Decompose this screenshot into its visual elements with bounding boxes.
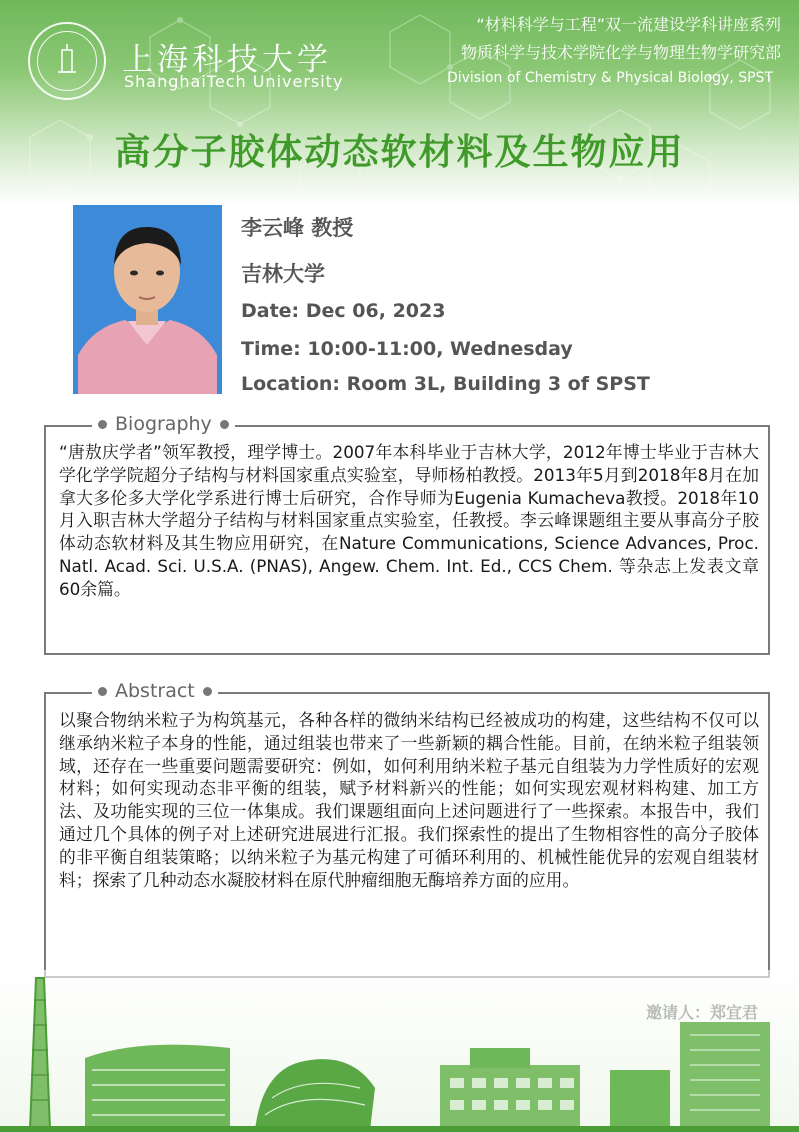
speaker-affiliation: 吉林大学 xyxy=(241,262,325,286)
division-name-cn: 物质科学与技术学院化学与物理生物学研究部 xyxy=(460,43,781,62)
bullet-dot-icon xyxy=(220,420,229,429)
bullet-dot-icon xyxy=(98,687,107,696)
biography-heading xyxy=(92,413,235,435)
speaker-name: 李云峰 教授 xyxy=(241,216,354,240)
lecture-time: Time: 10:00-11:00, Wednesday xyxy=(241,338,573,360)
lecture-date: Date: Dec 06, 2023 xyxy=(241,300,446,322)
division-name-en: Division of Chemistry & Physical Biology, SPST xyxy=(446,70,773,86)
bullet-dot-icon xyxy=(203,687,212,696)
biography-section xyxy=(44,413,770,655)
abstract-heading xyxy=(92,680,218,702)
shanghaitech-seal-icon xyxy=(28,22,106,100)
university-name-cn: 上海科技大学 xyxy=(122,42,332,78)
biography-text: “唐敖庆学者”领军教授，理学博士。2007年本科毕业于吉林大学，2012年博士毕业于吉林大学化学学院超分子结构与材料国家重点实验室，导师杨柏教授。2013年5月到2018年8月在加拿大多伦多大学化学系进行博士后研究，合作导师为Eugenia Kumacheva教授。2018年10月入职吉林大学超分子结构与材料国家重点实验室，任教授。李云峰课题组主要从事高分子胶体动态软材料及其生物应用研究，在Nature Communications, Science Advances, Proc. Natl. Acad. Sci. U.S.A. (PNAS), Angew. Chem. Int. Ed., CCS Chem. 等杂志上发表文章60余篇。 xyxy=(59,442,759,599)
bullet-dot-icon xyxy=(98,420,107,429)
lecture-title: 高分子胶体动态软材料及生物应用 xyxy=(114,132,685,173)
lecture-location: Location: Room 3L, Building 3 of SPST xyxy=(241,373,650,395)
speaker-portrait xyxy=(73,205,222,394)
seal-emblem xyxy=(28,22,106,100)
abstract-label: Abstract xyxy=(115,680,195,702)
campus-skyline-illustration xyxy=(0,970,799,1132)
biography-label: Biography xyxy=(115,413,212,435)
university-name-en: ShanghaiTech University xyxy=(124,72,344,91)
lecture-series-title: “材料科学与工程”双一流建设学科讲座系列 xyxy=(476,15,781,34)
abstract-text: 以聚合物纳米粒子为构筑基元，各种各样的微纳米结构已经被成功的构建，这些结构不仅可以继承纳米粒子本身的性能，通过组装也带来了一些新颖的耦合性能。目前，在纳米粒子组装领域，还存在一些重要问题需要研究：例如，如何利用纳米粒子基元自组装为力学性质好的宏观材料；如何实现动态非平衡的组装，赋予材料新兴的性能；如何实现宏观材料构建、加工方法、及功能实现的三位一体集成。我们课题组面向上述问题进行了一些探索。本报告中，我们通过几个具体的例子对上述研究进展进行汇报。我们探索性的提出了生物相容性的高分子胶体的非平衡自组装策略；以纳米粒子为基元构建了可循环利用的、机械性能优异的宏观自组装材料；探索了几种动态水凝胶材料在原代肿瘤细胞无酶培养方面的应用。 xyxy=(59,710,759,890)
abstract-section xyxy=(44,680,770,978)
